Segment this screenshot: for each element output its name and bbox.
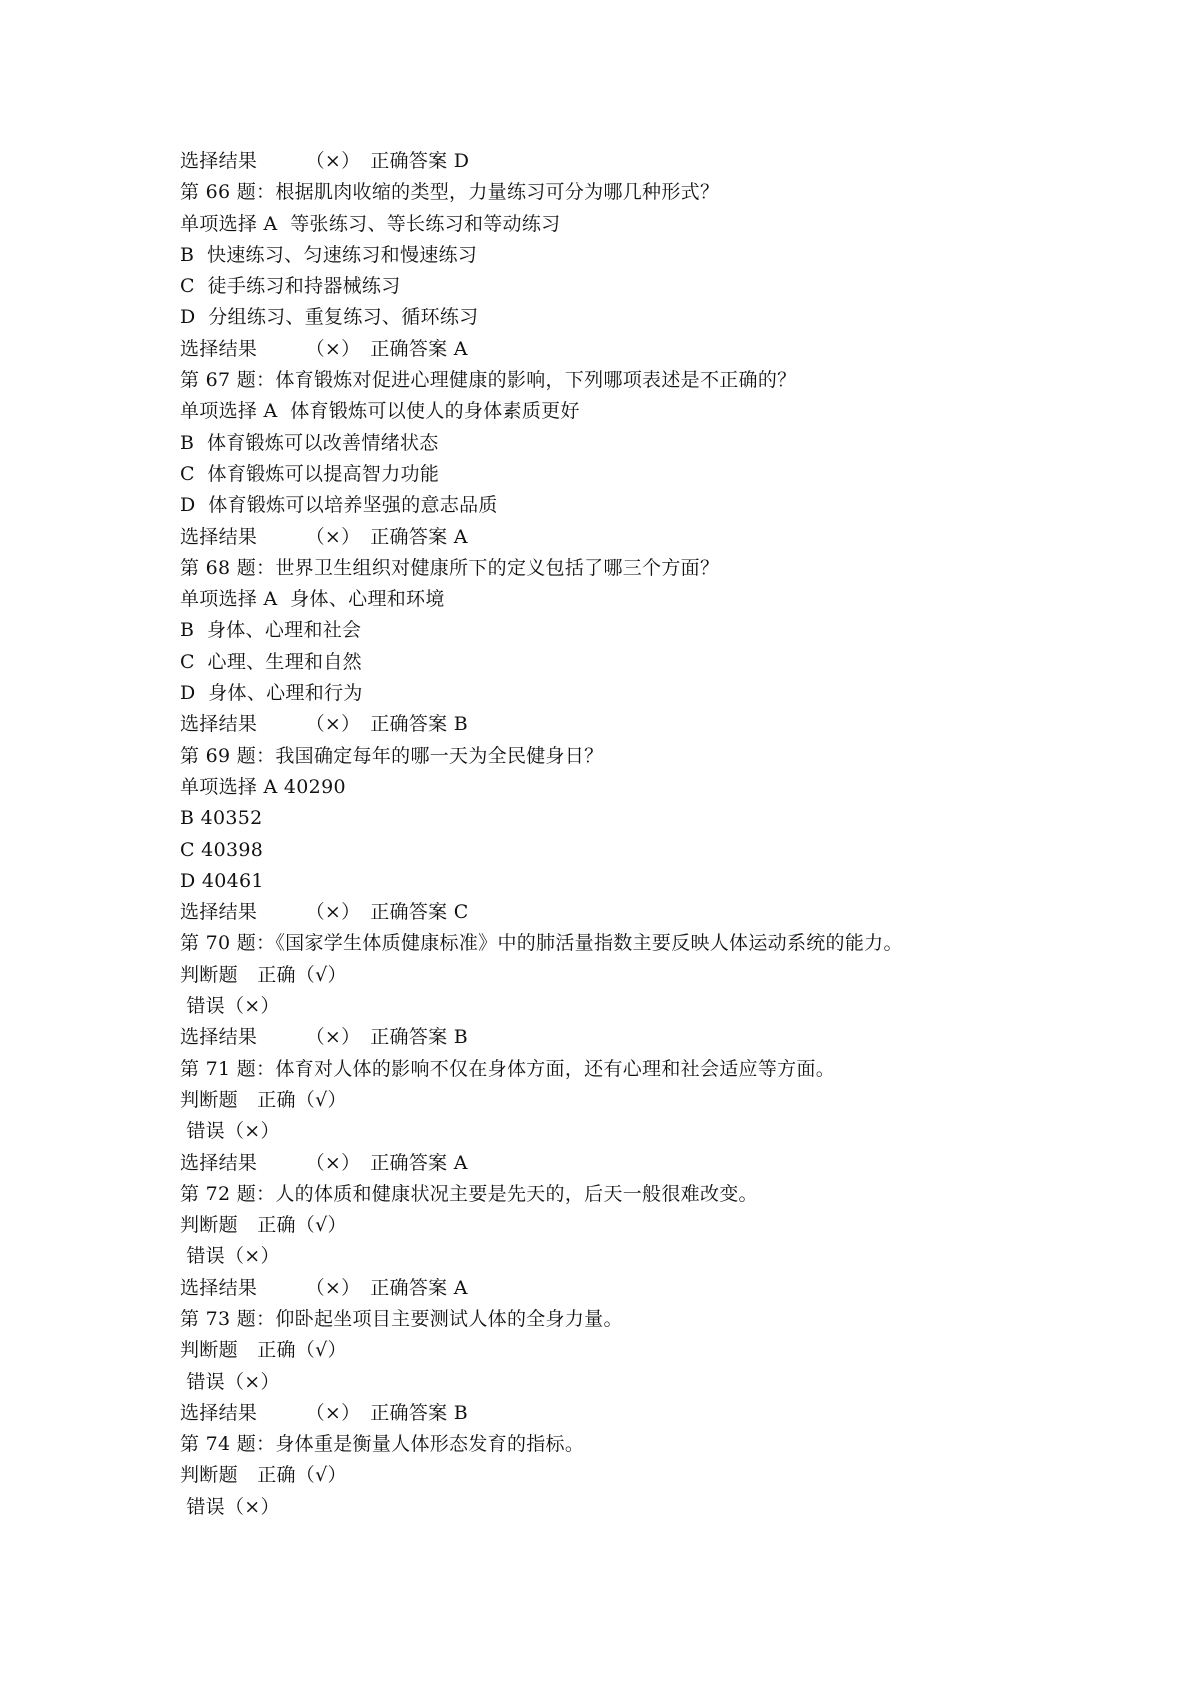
question-74: 第 74 题：身体重是衡量人体形态发育的指标。 <box>180 1433 585 1456</box>
question-74-false-option: 错误（×） <box>180 1495 280 1518</box>
question-67-result: 选择结果 （×） 正确答案 A <box>180 525 468 548</box>
question-71-result: 选择结果 （×） 正确答案 A <box>180 1151 468 1174</box>
question-74-true-option: 判断题 正确（√） <box>180 1464 347 1487</box>
question-73-false-option: 错误（×） <box>180 1370 280 1393</box>
question-71-false-option: 错误（×） <box>180 1120 280 1143</box>
document-body <box>180 146 1120 1523</box>
question-66-option-c: C 徒手练习和持器械练习 <box>180 275 401 298</box>
question-68-option-d: D 身体、心理和行为 <box>180 682 363 705</box>
question-68-option-c: C 心理、生理和自然 <box>180 650 362 673</box>
question-70-result: 选择结果 （×） 正确答案 B <box>180 1026 469 1049</box>
question-70-true-option: 判断题 正确（√） <box>180 963 347 986</box>
question-70-false-option: 错误（×） <box>180 995 280 1018</box>
question-67-option-a: 单项选择 A 体育锻炼可以使人的身体素质更好 <box>180 400 580 423</box>
question-72-result: 选择结果 （×） 正确答案 A <box>180 1276 468 1299</box>
question-67-option-b: B 体育锻炼可以改善情绪状态 <box>180 431 439 454</box>
question-70: 第 70 题：《国家学生体质健康标准》中的肺活量指数主要反映人体运动系统的能力。 <box>180 932 903 955</box>
question-69-option-b: B 40352 <box>180 807 263 830</box>
question-66-result: 选择结果 （×） 正确答案 A <box>180 337 468 360</box>
question-66-option-d: D 分组练习、重复练习、循环练习 <box>180 306 479 329</box>
question-71: 第 71 题：体育对人体的影响不仅在身体方面，还有心理和社会适应等方面。 <box>180 1057 836 1080</box>
question-72-true-option: 判断题 正确（√） <box>180 1214 347 1237</box>
question-72-false-option: 错误（×） <box>180 1245 280 1268</box>
question-69-option-d: D 40461 <box>180 869 264 892</box>
question-69-option-c: C 40398 <box>180 838 264 861</box>
question-68-option-b: B 身体、心理和社会 <box>180 619 362 642</box>
question-66-option-a: 单项选择 A 等张练习、等长练习和等动练习 <box>180 212 561 235</box>
question-67-option-d: D 体育锻炼可以培养坚强的意志品质 <box>180 494 498 517</box>
question-73-result: 选择结果 （×） 正确答案 B <box>180 1401 469 1424</box>
question-73: 第 73 题：仰卧起坐项目主要测试人体的全身力量。 <box>180 1307 623 1330</box>
question-66: 第 66 题：根据肌肉收缩的类型，力量练习可分为哪几种形式？ <box>180 181 720 204</box>
question-67-option-c: C 体育锻炼可以提高智力功能 <box>180 462 440 485</box>
question-68: 第 68 题：世界卫生组织对健康所下的定义包括了哪三个方面？ <box>180 556 720 579</box>
question-73-true-option: 判断题 正确（√） <box>180 1339 347 1362</box>
question-68-option-a: 单项选择 A 身体、心理和环境 <box>180 588 445 611</box>
question-67: 第 67 题：体育锻炼对促进心理健康的影响，下列哪项表述是不正确的？ <box>180 369 797 392</box>
question-66-option-b: B 快速练习、匀速练习和慢速练习 <box>180 243 478 266</box>
question-72: 第 72 题：人的体质和健康状况主要是先天的，后天一般很难改变。 <box>180 1182 758 1205</box>
question-69-result: 选择结果 （×） 正确答案 C <box>180 901 469 924</box>
question-69-option-a: 单项选择 A 40290 <box>180 775 346 798</box>
answer-result-line: 选择结果 （×） 正确答案 D <box>180 150 470 172</box>
question-71-true-option: 判断题 正确（√） <box>180 1088 347 1111</box>
question-69: 第 69 题：我国确定每年的哪一天为全民健身日？ <box>180 744 604 767</box>
question-68-result: 选择结果 （×） 正确答案 B <box>180 713 469 736</box>
